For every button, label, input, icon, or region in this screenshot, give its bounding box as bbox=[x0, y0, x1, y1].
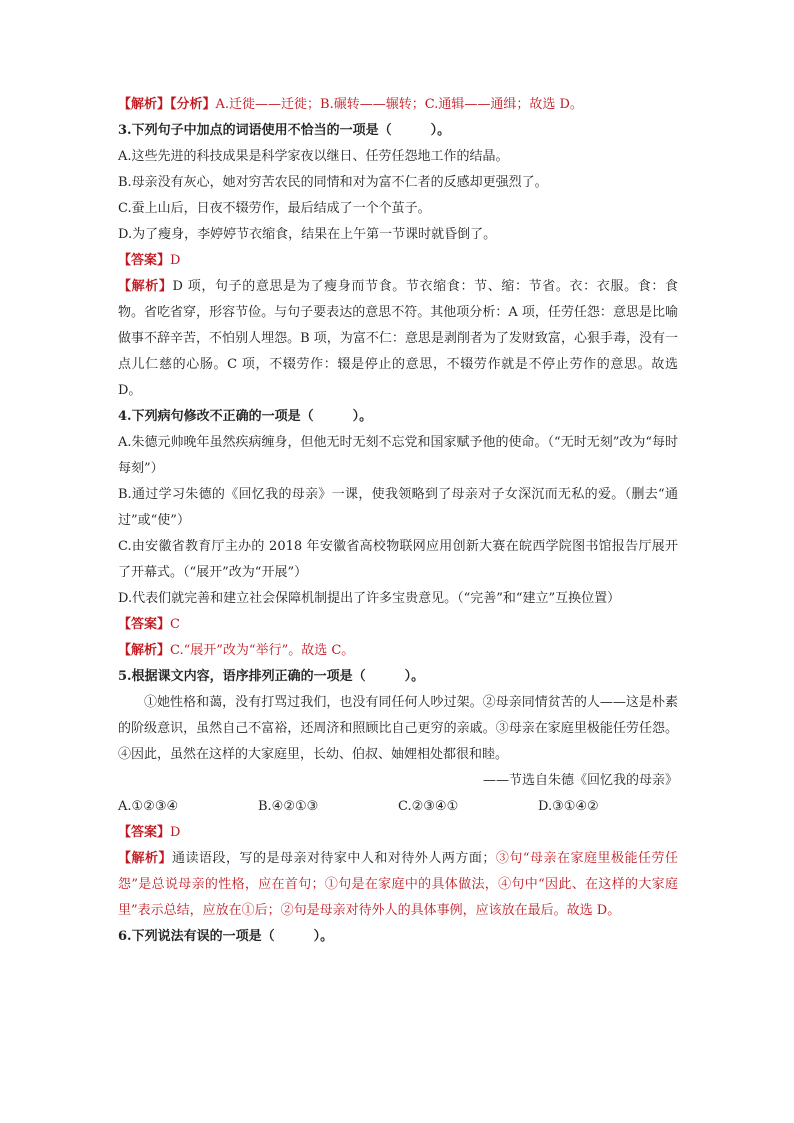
q5-stem: 5.根据课文内容，语序排列正确的一项是（ ）。 bbox=[118, 669, 425, 684]
analysis-text: D 项，句子的意思是为了瘦身而节食。节衣缩食：节、缩：节省。衣：衣服。食：食物。省吃省穿，形容节俭。与句子要表达的意思不符。其他项分析：A 项，任劳任怨：意思是比喻做事不辞辛苦，不怕别人埋怨。B 项，为富不仁：意思是剥削者为了发财致富，心狠手毒，没有一点儿仁慈的心肠。C 项，不辍劳作：辍是停止的意思，不辍劳作就是不停止劳作的意思。故选 D。 bbox=[118, 279, 678, 398]
analysis-tag: 【解析】 bbox=[118, 97, 171, 112]
document-page bbox=[118, 92, 678, 950]
q5-answer bbox=[118, 820, 678, 846]
analysis-tag: 【解析】 bbox=[118, 643, 171, 658]
q4-answer bbox=[118, 612, 678, 638]
analysis-text: A.迁徙——迁徙；B.碾转——辗转；C.通辑——通缉；故选 D。 bbox=[215, 97, 583, 112]
q3-stem: 3.下列句子中加点的词语使用不恰当的一项是（ ）。 bbox=[118, 123, 451, 138]
q3-option-c: C.蚕上山后，日夜不辍劳作，最后结成了一个个茧子。 bbox=[118, 201, 431, 216]
q5-options bbox=[118, 794, 678, 820]
q5-analysis bbox=[118, 846, 678, 924]
analysis-tag: 【解析】 bbox=[118, 279, 173, 294]
q5-passage: ①她性格和蔼，没有打骂过我们，也没有同任何人吵过架。②母亲同情贫苦的人——这是朴素的阶级意识，虽然自己不富裕，还周济和照顾比自己更穷的亲戚。③母亲在家庭里极能任劳任怨。④因此，虽然在这样的大家庭里，长幼、伯叔、妯娌相处都很和睦。 bbox=[118, 695, 678, 762]
q5-option-a: A.①②③④ bbox=[118, 799, 179, 814]
q5-option-c: C.②③④① bbox=[398, 799, 459, 814]
analysis-tag: 【解析】 bbox=[118, 851, 172, 866]
q4-option-a: A.朱德元帅晚年虽然疾病缠身，但他无时无刻不忘党和国家赋予他的使命。（“无时无刻”改为“每时每刻”） bbox=[118, 435, 678, 476]
q3-analysis bbox=[118, 274, 678, 404]
q6-stem: 6.下列说法有误的一项是（ ）。 bbox=[118, 929, 334, 944]
q4-option-b: B.通过学习朱德的《回忆我的母亲》一课，使我领略到了母亲对子女深沉而无私的爱。（删去“通过”或“使”） bbox=[118, 487, 678, 528]
analysis-text: ③句“母亲在家庭里极能任劳任怨”是总说母亲的性格，应在首句；①句是在家庭中的具体做法，④句中“因此、在这样的大家庭里”表示总结，应放在①后；②句是母亲对待外人的具体事例，应该放在最后。故选 D。 bbox=[118, 851, 678, 918]
answer-tag: 【答案】 bbox=[118, 253, 171, 268]
q4-analysis bbox=[118, 638, 678, 664]
answer-value: C bbox=[170, 617, 180, 632]
q3-option-a: A.这些先进的科技成果是科学家夜以继日、任劳任怨地工作的结晶。 bbox=[118, 149, 509, 164]
answer-tag: 【答案】 bbox=[118, 825, 171, 840]
q3-answer bbox=[118, 248, 678, 274]
answer-value: D bbox=[170, 253, 181, 268]
analysis-sub-tag: 【分析】 bbox=[170, 97, 216, 112]
q4-option-d: D.代表们就完善和建立社会保障机制提出了许多宝贵意见。（“完善”和“建立”互换位置） bbox=[118, 591, 621, 606]
q4-option-c: C.由安徽省教育厅主办的 2018 年安徽省高校物联网应用创新大赛在皖西学院图书馆报告厅展开了开幕式。（“展开”改为“开展”） bbox=[118, 539, 678, 580]
q5-source: ——节选自朱德《回忆我的母亲》 bbox=[482, 773, 678, 788]
analysis-text: C.“展开”改为“举行”。故选 C。 bbox=[170, 643, 355, 658]
answer-value: D bbox=[170, 825, 181, 840]
q3-option-d: D.为了瘦身，李婷婷节衣缩食，结果在上午第一节课时就昏倒了。 bbox=[118, 227, 497, 242]
answer-tag: 【答案】 bbox=[118, 617, 171, 632]
q4-stem: 4.下列病句修改不正确的一项是（ ）。 bbox=[118, 409, 373, 424]
q2-analysis bbox=[118, 92, 678, 118]
q5-option-d: D.③①④② bbox=[538, 799, 599, 814]
q3-option-b: B.母亲没有灰心，她对穷苦农民的同情和对为富不仁者的反感却更强烈了。 bbox=[118, 175, 548, 190]
q5-option-b: B.④②①③ bbox=[258, 799, 319, 814]
analysis-lead: 通读语段，写的是母亲对待家中人和对待外人两方面； bbox=[171, 851, 496, 866]
